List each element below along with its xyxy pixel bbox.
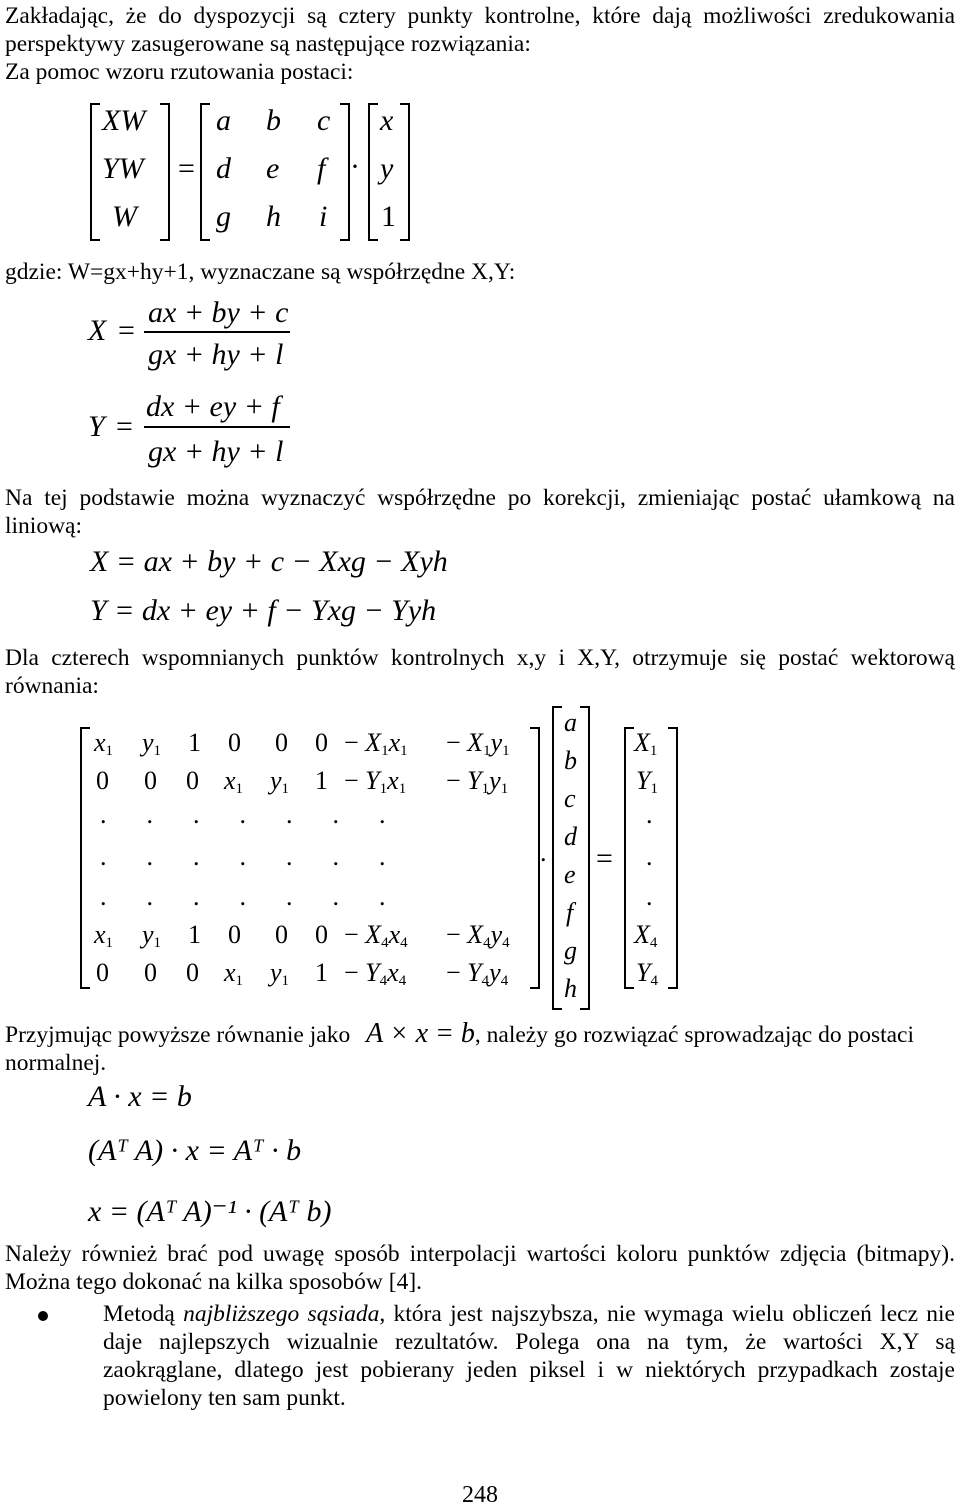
bullet-icon	[38, 1311, 48, 1321]
bullet-method: najbliższego sąsiada	[183, 1301, 380, 1327]
cell: − $Y_4y_4$	[446, 958, 509, 989]
vector-cell: y	[380, 152, 394, 185]
cell: $x_1$	[224, 766, 244, 797]
matrix-cell: g	[216, 200, 231, 233]
normal-eq-2: (Aᵀ A) · x = Aᵀ · b	[88, 1134, 302, 1167]
frac-y-lhs: Y	[88, 410, 105, 443]
cell: $y_1$	[270, 958, 290, 989]
right-bracket	[160, 103, 170, 241]
system-dot: .	[540, 838, 547, 867]
vector-cell: 1	[381, 200, 396, 233]
dots-row: .......	[100, 882, 426, 911]
unknown: e	[564, 860, 576, 889]
intro-line2: Za pomoc wzoru rzutowania postaci:	[5, 59, 354, 85]
rhs-left-bracket	[624, 727, 634, 989]
cell: $y_1$	[270, 766, 290, 797]
lhs-xw: XW	[102, 104, 146, 137]
unknown: a	[564, 708, 577, 737]
system-equals: =	[596, 842, 613, 875]
cell: 0	[275, 920, 288, 949]
unknown: g	[564, 936, 577, 965]
cell: − $Y_1x_1$	[344, 766, 407, 797]
matrix-cell: f	[317, 152, 326, 185]
page-number: 248	[462, 1482, 498, 1508]
lhs-yw: YW	[102, 152, 144, 185]
rhs-cell: .	[646, 800, 653, 829]
system-right-bracket	[530, 727, 540, 989]
rhs-cell: $Y_4$	[636, 958, 658, 989]
unknown: h	[564, 974, 577, 1003]
cell: 0	[228, 920, 241, 949]
intro-paragraph: Zakładając, że do dyspozycji są cztery punkty kontrolne, które dają możliwości zredukowania perspektywy zasugerowane są następujące rozwiązania:	[5, 3, 955, 57]
vector-paragraph: Dla czterech wspomnianych punktów kontrolnych x,y i X,Y, otrzymuje się postać wektorową równania:	[5, 645, 955, 699]
lhs-w: W	[112, 200, 137, 233]
matrix-cell: e	[266, 152, 280, 185]
unknown: b	[564, 746, 577, 775]
vector-right-bracket	[400, 103, 410, 241]
cell: 0	[96, 958, 109, 987]
frac-x-numerator: ax + by + c	[148, 296, 289, 329]
normal-eq-3: x = (Aᵀ A)⁻¹ · (Aᵀ b)	[88, 1195, 332, 1228]
cell: 0	[315, 728, 328, 757]
dots-row: .......	[100, 800, 426, 829]
frac-x-lhs: X	[88, 314, 107, 347]
matrix-cell: h	[266, 200, 281, 233]
dot-operator: ·	[350, 150, 360, 183]
cell: 0	[315, 920, 328, 949]
matrix-cell: a	[216, 104, 231, 137]
frac-y-numerator: dx + ey + f	[146, 390, 280, 423]
solve-text-b: , należy go rozwiązać sprowadzając do postaci normalnej.	[5, 1022, 915, 1076]
rhs-cell: $X_4$	[634, 920, 658, 951]
unknown: d	[564, 822, 577, 851]
cell: 0	[228, 728, 241, 757]
unknown: f	[566, 898, 574, 927]
cell: − $X_1x_1$	[344, 728, 408, 759]
rhs-cell: $Y_1$	[636, 766, 658, 797]
cell: 0	[275, 728, 288, 757]
frac-y-bar	[144, 426, 290, 428]
cell: $x_1$	[224, 958, 244, 989]
vector-cell: x	[380, 104, 394, 137]
rhs-cell: .	[646, 842, 653, 871]
dots-row: .......	[100, 842, 426, 871]
frac-y-denominator: gx + hy + l	[148, 435, 284, 468]
cell: − $X_4x_4$	[344, 920, 408, 951]
cell: 1	[315, 766, 328, 795]
linear-eq-x: X = ax + by + c − Xxg − Xyh	[90, 545, 448, 578]
linear-eq-y: Y = dx + ey + f − Yxg − Yyh	[90, 594, 437, 627]
cell: − $Y_1y_1$	[446, 766, 509, 797]
frac-x-denominator: gx + hy + l	[148, 338, 284, 371]
solve-paragraph	[5, 1020, 955, 1077]
left-bracket	[90, 103, 100, 241]
cell: $x_1$	[94, 728, 114, 759]
solve-inline-eq: A × x = b	[366, 1018, 475, 1049]
cell: 0	[186, 958, 199, 987]
cell: 1	[188, 728, 201, 757]
cell: $x_1$	[94, 920, 114, 951]
unknown: c	[564, 784, 576, 813]
frac-x-bar	[144, 331, 290, 333]
cell: 0	[186, 766, 199, 795]
normal-eq-1: A · x = b	[88, 1080, 192, 1113]
cell: 1	[188, 920, 201, 949]
cell: 1	[315, 958, 328, 987]
where-line: gdzie: W=gx+hy+1, wyznaczane są współrzędne X,Y:	[5, 259, 516, 285]
matrix-cell: b	[266, 104, 281, 137]
cell: − $Y_4x_4$	[344, 958, 407, 989]
matrix-cell: c	[317, 104, 331, 137]
bullet-paragraph	[103, 1300, 955, 1412]
cell: 0	[144, 766, 157, 795]
cell: 0	[144, 958, 157, 987]
solve-text-a: Przyjmując powyższe równanie jako	[5, 1022, 351, 1048]
cell: − $X_1y_1$	[446, 728, 510, 759]
rhs-cell: $X_1$	[634, 728, 658, 759]
bullet-lead: Metodą	[103, 1301, 184, 1327]
interpolation-paragraph: Należy również brać pod uwagę sposób interpolacji wartości koloru punktów zdjęcia (bitmapy). Można tego dokonać na kilka sposobów [4].	[5, 1241, 955, 1295]
cell: $y_1$	[142, 920, 162, 951]
cell: 0	[96, 766, 109, 795]
linear-paragraph: Na tej podstawie można wyznaczyć współrzędne po korekcji, zmieniając postać ułamkową na liniową:	[5, 485, 955, 539]
matrix-right-bracket	[340, 103, 350, 241]
rhs-right-bracket	[668, 727, 678, 989]
matrix-cell: d	[216, 152, 231, 185]
equals-sign: =	[178, 152, 195, 185]
frac-x-equals: =	[118, 314, 135, 347]
frac-y-equals: =	[116, 410, 133, 443]
vector-left-bracket	[368, 103, 378, 241]
unknowns-left-bracket	[552, 706, 562, 1010]
system-left-bracket	[80, 727, 90, 989]
cell: − $X_4y_4$	[446, 920, 510, 951]
bullet-rest: , która jest najszybsza, nie wymaga wielu obliczeń lecz nie daje najlepszych wizualnie rezultatów. Polega ona na tym, że wartości X,Y są zaokrąglane, dlatego jest pobierany jeden piksel i w niektórych przypadkach zostaje powielony ten sam punkt.	[103, 1301, 955, 1411]
cell: $y_1$	[142, 728, 162, 759]
unknowns-right-bracket	[580, 706, 590, 1010]
matrix-left-bracket	[200, 103, 210, 241]
rhs-cell: .	[646, 882, 653, 911]
matrix-cell: i	[319, 200, 328, 233]
